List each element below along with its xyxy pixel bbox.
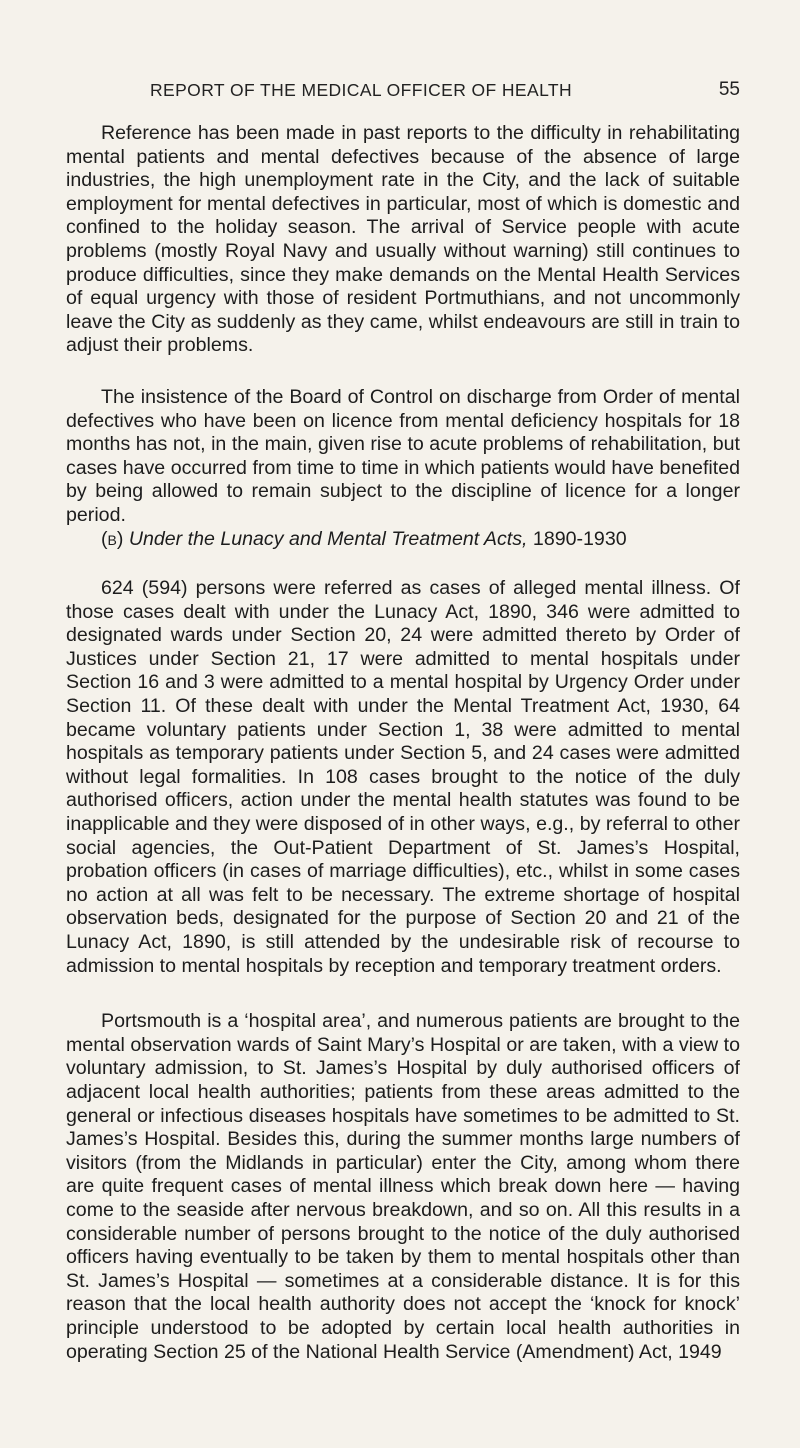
paragraph-rehabilitation: Reference has been made in past reports to the difficulty in rehabilitating mental patients and mental defectives because of the absence of large industries, the high unemployment rate in the City, and the lack of suitable employment for mental defectives in particular, most of which is domestic and confined to the holiday season. The arrival of Service people with acute problems (mostly Royal Navy and usually without warning) still continues to produce difficulties, since they make demands on the Mental Health Services of equal urgency with those of resident Portmuthians, and not uncommonly leave the City as suddenly as they came, whilst endeavours are still in train to adjust their problems. [66, 122, 740, 357]
paragraph-hospital-area: Portsmouth is a ‘hospital area’, and numerous patients are brought to the mental observation wards of Saint Mary’s Hospital or are taken, with a view to voluntary admission, to St. James’s Hospital by duly authorised officers of adjacent local health authorities; patients from these areas admitted to the general or infectious diseases hospitals have sometimes to be admitted to St. James’s Hospital. Besides this, during the summer months large numbers of visitors (from the Midlands in particular) enter the City, among whom there are quite frequent cases of mental illness which break down here — having come to the seaside after nervous breakdown, and so on. All this results in a considerable number of persons brought to the notice of the duly authorised officers having eventually to be taken by them to mental hospitals other than St. James’s Hospital — sometimes at a considerable distance. It is for this reason that the local health authority does not accept the ‘knock for knock’ principle understood to be adopted by certain local health authorities in operating Section 25 of the National Health Service (Amendment) Act, 1949 [66, 1010, 740, 1363]
running-title: REPORT OF THE MEDICAL OFFICER OF HEALTH [150, 80, 573, 100]
body-text [66, 122, 740, 1364]
section-marker: (b) [101, 527, 124, 550]
paragraph-board-of-control: The insistence of the Board of Control on discharge from Order of mental defectives who have been on licence from mental deficiency hospitals for 18 months has not, in the main, given rise to acute problems of rehabilitation, but cases have occurred from time to time in which patients would have benefited by being allowed to remain subject to the discipline of licence for a longer period. [66, 385, 740, 526]
section-heading [66, 528, 740, 552]
paragraph-referrals: 624 (594) persons were referred as cases of alleged mental illness. Of those cases dealt with under the Lunacy Act, 1890, 346 were admitted to designated wards under Section 20, 24 were admitted thereto by Order of Justices under Section 21, 17 were admitted to mental hospitals under Section 16 and 3 were admitted to a mental hospital by Urgency Order under Section 11. Of these dealt with under the Mental Treatment Act, 1930, 64 became voluntary patients under Section 1, 38 were admitted to mental hospitals as temporary patients under Section 5, and 24 cases were admitted without legal formalities. In 108 cases brought to the notice of the duly authorised officers, action under the mental health statutes was found to be inapplicable and they were disposed of in other ways, e.g., by referral to other social agencies, the Out-Patient Department of St. James’s Hospital, probation officers (in cases of marriage difficulties), etc., whilst in some cases no action at all was felt to be necessary. The extreme shortage of hospital observation beds, designated for the purpose of Section 20 and 21 of the Lunacy Act, 1890, is still attended by the undesirable risk of recourse to admission to mental hospitals by reception and temporary treatment orders. [66, 577, 740, 977]
section-act-title: Under the Lunacy and Mental Treatment Acts, [128, 527, 528, 550]
running-header [66, 80, 740, 104]
section-years: 1890-1930 [532, 527, 627, 550]
page-number: 55 [718, 79, 740, 100]
